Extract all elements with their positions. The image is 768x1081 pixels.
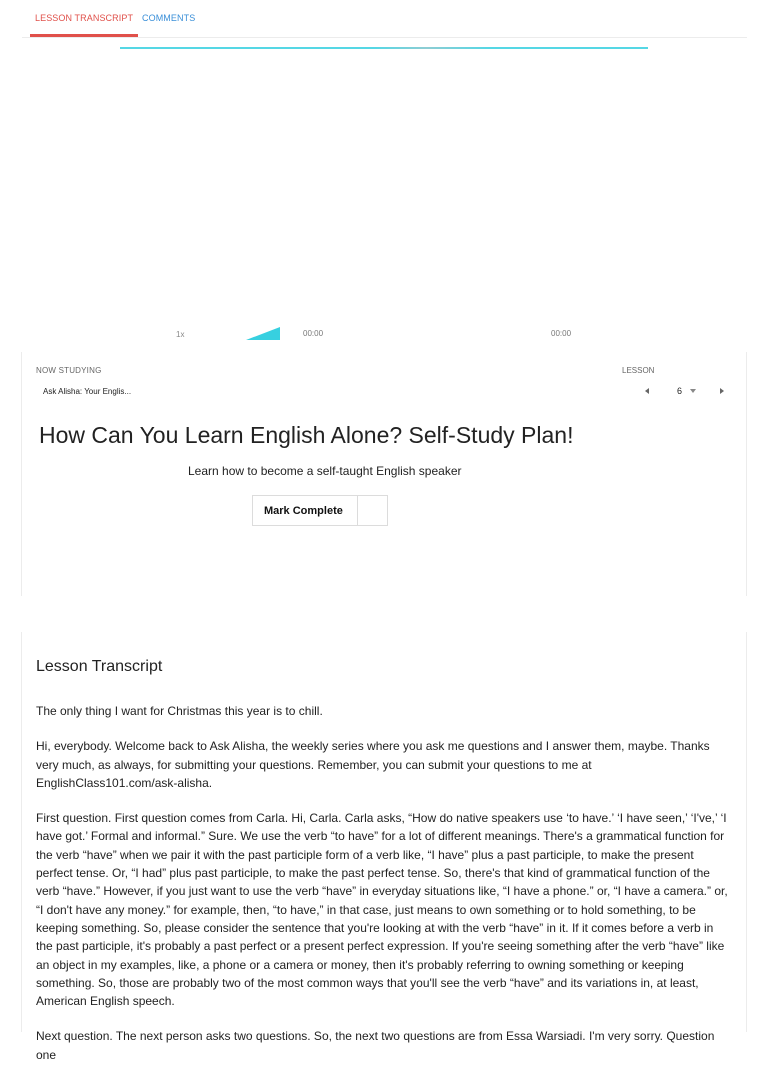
checkbox-icon[interactable] (357, 496, 388, 525)
tab-comments[interactable]: COMMENTS (142, 13, 196, 23)
transcript-body (36, 702, 732, 1081)
playback-speed-button[interactable]: 1x (176, 330, 185, 339)
course-name-select[interactable]: Ask Alisha: Your Englis... (43, 387, 132, 396)
transcript-heading: Lesson Transcript (36, 658, 163, 675)
playback-progress-bar[interactable] (120, 47, 648, 49)
lesson-navigator (642, 386, 728, 400)
volume-icon[interactable] (246, 327, 280, 340)
transcript-paragraph: First question. First question comes from Carla. Hi, Carla. Carla asks, “How do native speakers use ‘to have.’ ‘I have seen,’ ‘I've,’ ‘I have got.’ Formal and informal.” Sure. We use the verb “to have” for a lot of different meanings. There's a grammatical function for the verb “have” when we pair it with the past participle form of a verb like, “I have” plus a past participle, to make the present perfect tense. Or, “I had” plus past participle, to make the past perfect tense. So, there's that kind of grammatical function of the verb “have.” However, if you just want to use the verb “have” in everyday situations like, “I have a phone.” or, “I have a camera.” or, “I don't have any money.” for example, then, “to have,” in that case, just means to own something or to hold something, to be keeping something. So, please consider the sentence that you're looking at with the verb “have” in it. If it comes before a verb in the past participle, it's probably a past perfect or a present perfect expression. If you're seeing something after the verb “have” like an object in my examples, like, a phone or a camera or money, then it's probably referring to owning something or keeping something. So, those are probably two of the most common ways that you'll see the verb “have” and its variations in, at least, American English speech. (36, 811, 728, 1009)
now-studying-label: NOW STUDYING (36, 366, 102, 375)
lesson-info-card (21, 352, 747, 596)
current-time: 00:00 (303, 329, 324, 338)
transcript-paragraph: Next question. The next person asks two questions. So, the next two questions are from Essa Warsiadi. I'm very sorry. Question one (36, 1029, 715, 1062)
previous-lesson-icon[interactable] (645, 388, 649, 394)
tab-lesson-transcript[interactable]: LESSON TRANSCRIPT (35, 13, 134, 23)
transcript-card (21, 632, 747, 1062)
audio-player (0, 40, 768, 352)
transcript-paragraph: The only thing I want for Christmas this year is to chill. (36, 704, 323, 718)
lesson-label: LESSON (622, 366, 655, 375)
mark-complete-button[interactable] (252, 495, 388, 526)
lesson-number-select[interactable]: 6 (677, 386, 683, 396)
tab-bar (22, 0, 747, 38)
next-lesson-icon[interactable] (720, 388, 724, 394)
lesson-subtitle: Learn how to become a self-taught English speaker (188, 464, 462, 478)
transcript-paragraph: Hi, everybody. Welcome back to Ask Alisha, the weekly series where you ask me questions and I answer them, maybe. Thanks very much, as always, for submitting your questions. Remember, you can submit your questions to me at EnglishClass101.com/ask-alisha. (36, 739, 710, 790)
mark-complete-label: Mark Complete (264, 505, 343, 517)
lesson-title: How Can You Learn English Alone? Self-Study Plan! (39, 422, 574, 448)
total-time: 00:00 (551, 329, 572, 338)
chevron-down-icon[interactable] (690, 389, 696, 393)
